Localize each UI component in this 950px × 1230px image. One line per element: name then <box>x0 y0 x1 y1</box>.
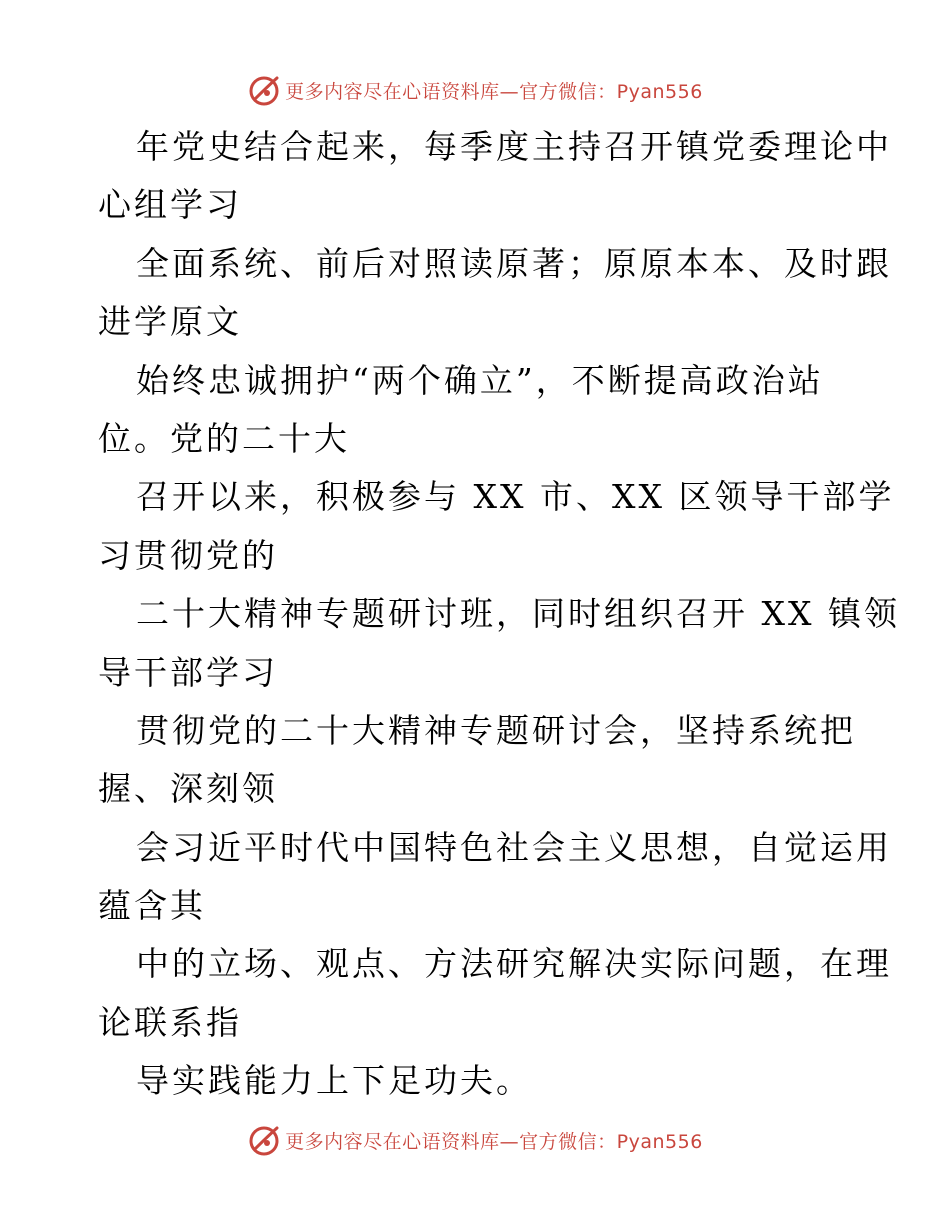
text-line: 导实践能力上下足功夫。 <box>136 1061 532 1101</box>
text-line: 蕴含其 <box>98 886 206 926</box>
text-line: 中的立场、观点、方法研究解决实际问题，在理 <box>136 944 892 984</box>
text-line: 握、深刻领 <box>98 769 278 809</box>
document-body <box>98 118 900 1111</box>
footer-banner-text: 更多内容尽在心语资料库—官方微信：Pyan556 <box>285 1130 703 1153</box>
text-line: 心组学习 <box>98 185 242 225</box>
header-banner-text: 更多内容尽在心语资料库—官方微信：Pyan556 <box>285 80 703 103</box>
text-line: 贯彻党的二十大精神专题研讨会，坚持系统把 <box>136 710 856 750</box>
brush-logo-icon <box>247 1123 281 1157</box>
text-line: 始终忠诚拥护“两个确立”，不断提高政治站 <box>136 360 824 400</box>
text-line: 导干部学习 <box>98 652 278 692</box>
footer-watermark-banner <box>0 1120 950 1160</box>
text-line: 二十大精神专题研讨班，同时组织召开 XX 镇领 <box>136 594 900 634</box>
text-line: 全面系统、前后对照读原著；原原本本、及时跟 <box>136 243 892 283</box>
text-line: 位。党的二十大 <box>98 418 350 458</box>
text-line: 召开以来，积极参与 XX 市、XX 区领导干部学 <box>136 477 895 517</box>
text-line: 进学原文 <box>98 302 242 342</box>
text-line: 会习近平时代中国特色社会主义思想，自觉运用 <box>136 827 892 867</box>
text-line: 论联系指 <box>98 1002 242 1042</box>
header-watermark-banner <box>0 70 950 110</box>
brush-logo-icon <box>247 73 281 107</box>
text-line: 习贯彻党的 <box>98 535 278 575</box>
text-line: 年党史结合起来，每季度主持召开镇党委理论中 <box>136 127 892 166</box>
